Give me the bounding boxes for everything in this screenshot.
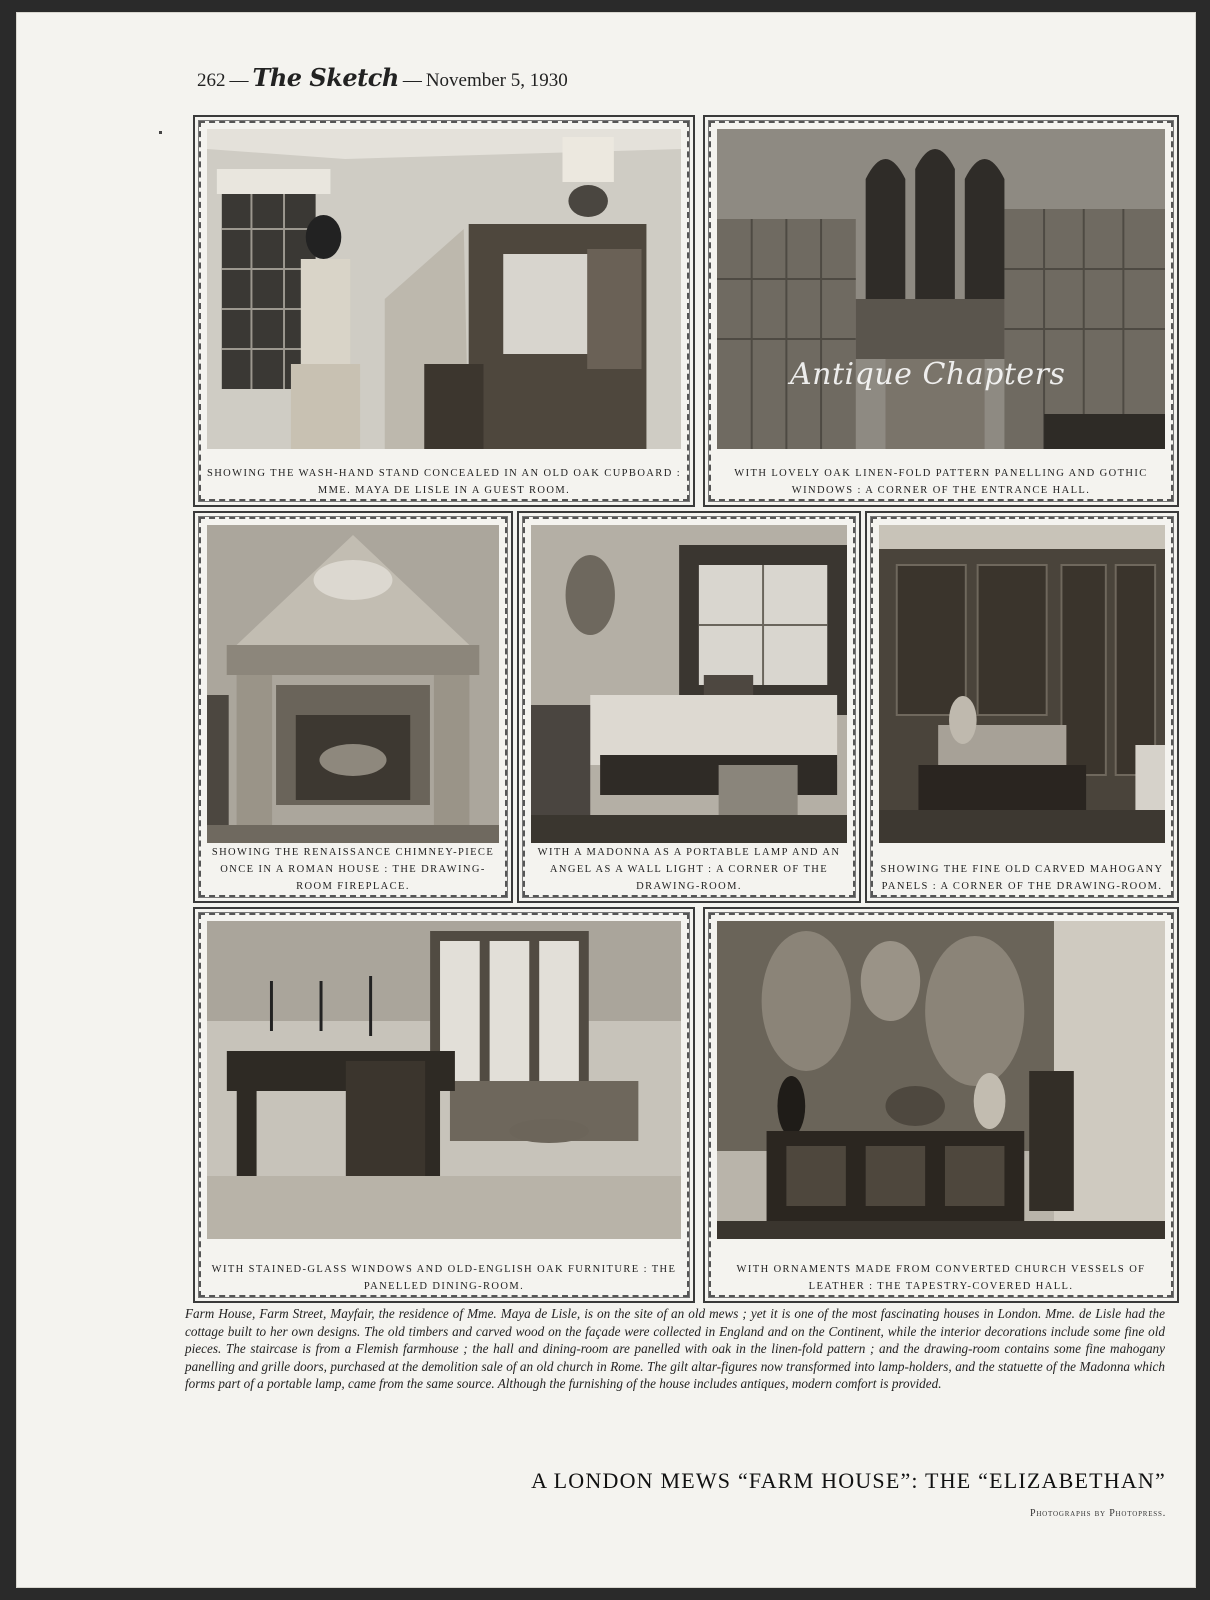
photo-frame-tapestry-hall (703, 907, 1179, 1303)
article-headline: A LONDON MEWS “FARM HOUSE”: THE “ELIZABETHAN” (531, 1468, 1166, 1493)
photo-fireplace (207, 525, 499, 843)
issue-date: November 5, 1930 (425, 70, 568, 91)
sketch-logo: The Sketch (252, 63, 399, 92)
article-body: Farm House, Farm Street, Mayfair, the residence of Mme. Maya de Lisle, is on the site of an old mews ; yet it is one of the most fascinating houses in London. Mme. de Lisle had the cottage built to her own designs. The old timbers and carved wood on the façade were collected in England and on the Continent, while the interior decorations include some fine old pieces. The staircase is from a Flemish farmhouse ; the hall and dining-room are panelled with oak in the linen-fold pattern ; and the drawing-room contains some fine mahogany panelling and grille doors, purchased at the demolition sale of an old church in Rome. The gilt altar-figures now transformed into lamp-holders, and the statuette of the Madonna which forms part of a portable lamp, came from the same source. Although the furnishing of the house includes antiques, modern comfort is provided. (185, 1306, 1165, 1391)
photo-entrance-hall (717, 129, 1165, 449)
header-dash: — (402, 70, 422, 91)
photo-caption: SHOWING THE RENAISSANCE CHIMNEY-PIECE ONCE IN A ROMAN HOUSE : THE DRAWING-ROOM FIREPLACE. (211, 847, 495, 892)
watermark: Antique Chapters (790, 357, 1066, 392)
photo-guest-room (207, 129, 681, 449)
photo-frame-entrance-hall (703, 115, 1179, 507)
photo-frame-guest-room (193, 115, 695, 507)
photo-caption: WITH LOVELY OAK LINEN-FOLD PATTERN PANELLING AND GOTHIC WINDOWS : A CORNER OF THE ENTRANCE HALL. (734, 468, 1148, 496)
page-header (197, 63, 568, 92)
margin-mark (159, 131, 162, 134)
photo-madonna-lamp (531, 525, 847, 843)
photo-mahogany-panels (879, 525, 1165, 843)
photo-dining-room (207, 921, 681, 1239)
photo-frame-dining-room (193, 907, 695, 1303)
page-number: 262 (197, 70, 226, 91)
photo-frame-mahogany-panels (865, 511, 1179, 903)
photo-credit: Photographs by Photopress. (1029, 1508, 1166, 1519)
photo-frame-madonna-lamp (517, 511, 861, 903)
photo-caption: WITH STAINED-GLASS WINDOWS AND OLD-ENGLISH OAK FURNITURE : THE PANELLED DINING-ROOM. (211, 1264, 677, 1292)
photo-caption: WITH A MADONNA AS A PORTABLE LAMP AND AN ANGEL AS A WALL LIGHT : A CORNER OF THE DRAWING-ROOM. (537, 847, 841, 892)
photo-caption: SHOWING THE WASH-HAND STAND CONCEALED IN AN OLD OAK CUPBOARD : MME. MAYA DE LISLE IN A GUEST ROOM. (206, 468, 682, 496)
header-dash: — (229, 70, 249, 91)
photo-tapestry-hall (717, 921, 1165, 1239)
photo-caption: WITH ORNAMENTS MADE FROM CONVERTED CHURCH VESSELS OF LEATHER : THE TAPESTRY-COVERED HALL. (736, 1264, 1146, 1292)
photo-frame-fireplace (193, 511, 513, 903)
photo-caption: SHOWING THE FINE OLD CARVED MAHOGANY PANELS : A CORNER OF THE DRAWING-ROOM. (880, 864, 1164, 892)
